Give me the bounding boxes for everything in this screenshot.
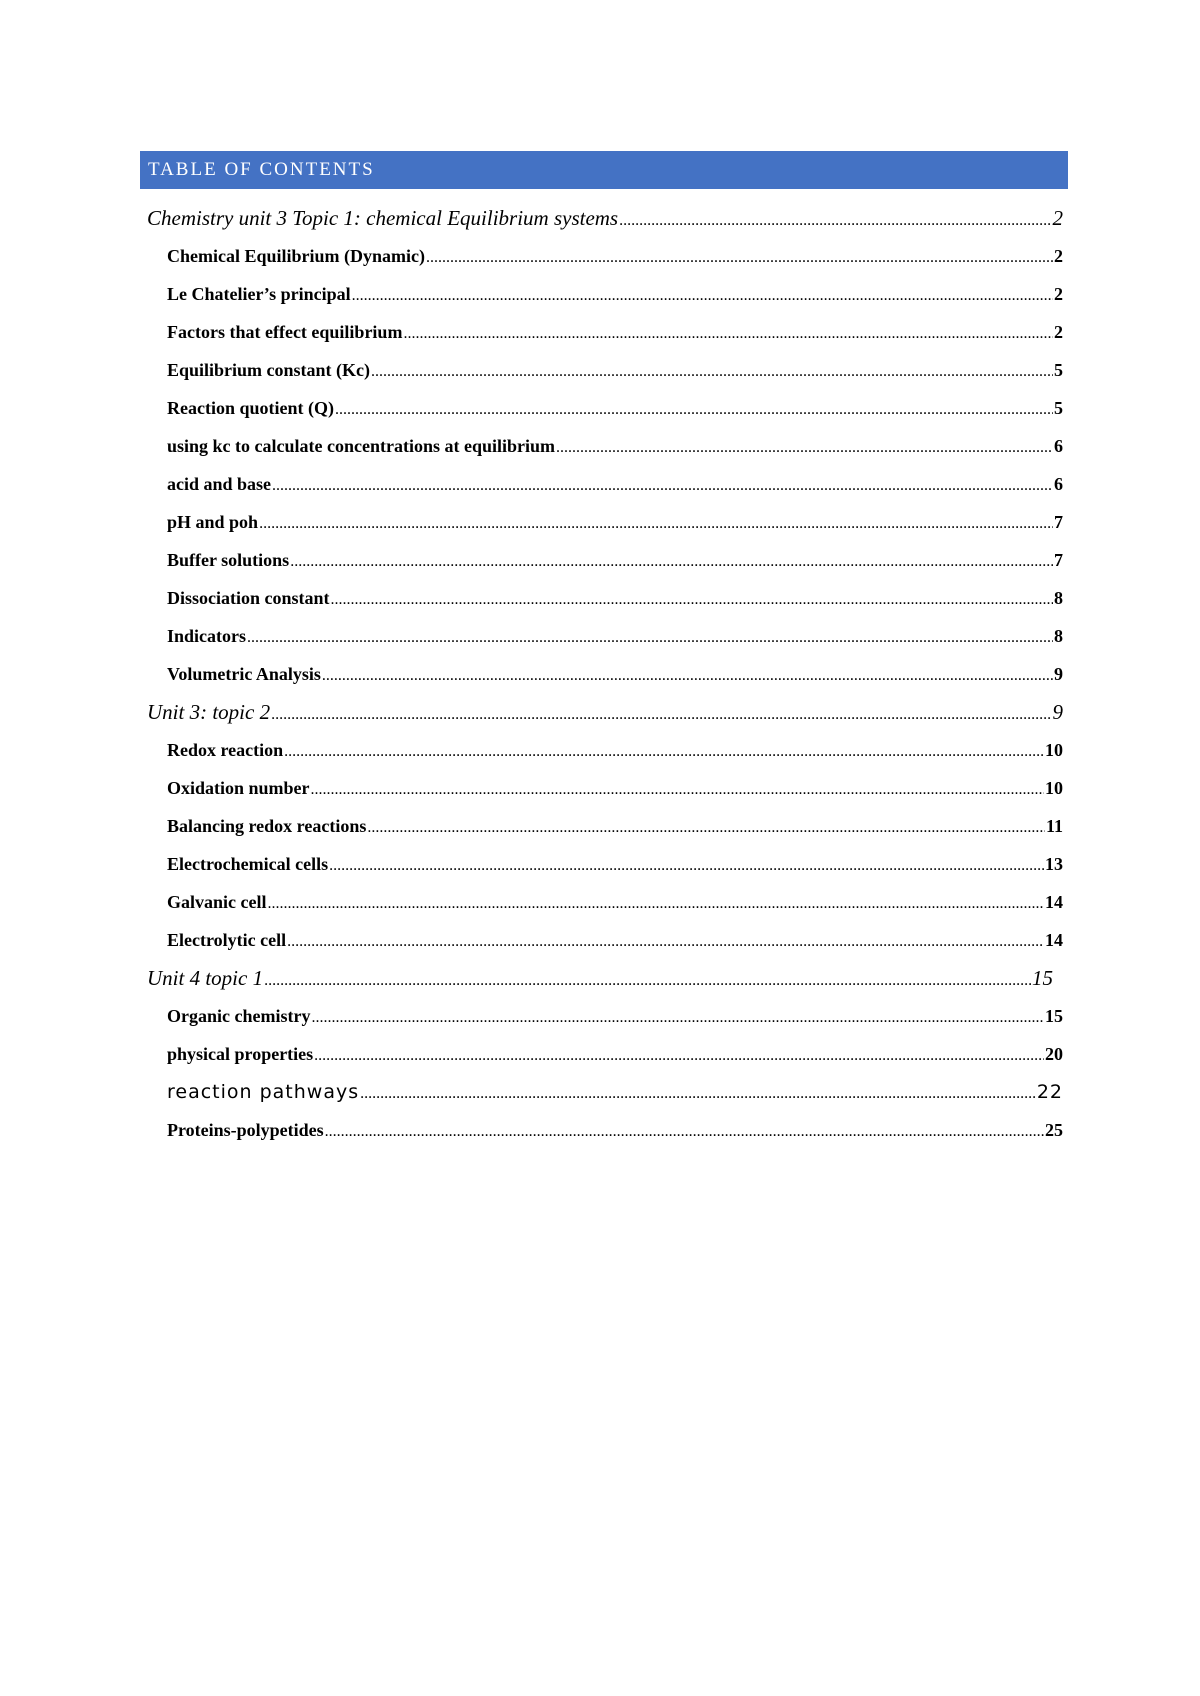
toc-entry-label: Proteins-polypetides [167,1120,324,1140]
toc-dot-leader [322,657,1053,693]
toc-dot-leader [311,999,1044,1035]
toc-entry-label: Volumetric Analysis [167,664,321,684]
toc-dot-leader [264,962,1031,997]
toc-dot-leader [271,696,1051,731]
toc-page-number: 9 [1054,664,1063,684]
toc-entry-acid-base[interactable] [147,465,1063,503]
toc-page-number: 15 [1045,1006,1063,1026]
toc-dot-leader [403,315,1053,351]
toc-entry-indicators[interactable] [147,617,1063,655]
toc-entry-unit4-topic1[interactable] [147,959,1063,997]
toc-list [147,199,1063,1149]
toc-entry-label: Oxidation number [167,778,310,798]
toc-dot-leader [314,1037,1044,1073]
toc-entry-unit3-topic1[interactable] [147,199,1063,237]
toc-entry-label: using kc to calculate concentrations at equilibrium [167,436,555,456]
toc-entry-label: Galvanic cell [167,892,267,912]
toc-entry-label: pH and poh [167,512,259,532]
toc-page-number: 7 [1054,550,1063,570]
toc-dot-leader [267,885,1044,921]
toc-dot-leader [290,543,1053,579]
toc-entry-reaction-pathways[interactable] [147,1073,1063,1111]
toc-dot-leader [371,353,1053,389]
toc-dot-leader [247,619,1053,655]
toc-dot-leader [352,277,1053,313]
toc-entry-physical-properties[interactable] [147,1035,1063,1073]
toc-entry-label: Electrolytic cell [167,930,287,950]
toc-dot-leader [360,1075,1036,1111]
toc-page-number: 6 [1054,436,1063,456]
toc-entry-label: Chemistry unit 3 Topic 1: chemical Equilibrium systems [147,206,619,230]
toc-entry-oxidation-number[interactable] [147,769,1063,807]
toc-entry-reaction-quotient[interactable] [147,389,1063,427]
toc-entry-label: Electrochemical cells [167,854,329,874]
toc-page-number: 9 [1052,700,1063,724]
toc-dot-leader [329,847,1044,883]
toc-entry-ph-poh[interactable] [147,503,1063,541]
toc-entry-le-chatelier[interactable] [147,275,1063,313]
toc-page-number: 5 [1054,360,1063,380]
toc-page-number: 2 [1054,246,1063,266]
toc-entry-label: Organic chemistry [167,1006,311,1026]
toc-dot-leader [331,581,1053,617]
toc-page-number: 2 [1054,284,1063,304]
toc-page-number: 10 [1045,778,1063,798]
toc-entry-chemical-equilibrium[interactable] [147,237,1063,275]
toc-dot-leader [259,505,1053,541]
toc-entry-dissociation-constant[interactable] [147,579,1063,617]
toc-entry-label: Unit 4 topic 1 [147,966,264,990]
toc-entry-label: Le Chatelier’s principal [167,284,351,304]
toc-dot-leader [367,809,1045,845]
toc-entry-electrolytic-cell[interactable] [147,921,1063,959]
toc-page-number: 6 [1054,474,1063,494]
toc-title: TABLE OF CONTENTS [148,159,375,180]
toc-page-number: 25 [1045,1120,1063,1140]
toc-dot-leader [335,391,1053,427]
toc-entry-using-kc[interactable] [147,427,1063,465]
toc-entry-redox-reaction[interactable] [147,731,1063,769]
toc-header [140,151,1068,189]
toc-entry-label: acid and base [167,474,272,494]
toc-entry-label: reaction pathways [167,1081,360,1103]
toc-page-number: 14 [1045,930,1063,950]
toc-page-number: 10 [1045,740,1063,760]
toc-page-number: 13 [1045,854,1063,874]
toc-entry-label: physical properties [167,1044,314,1064]
toc-entry-label: Reaction quotient (Q) [167,398,334,418]
toc-page-number: 11 [1045,816,1063,836]
toc-entry-organic-chemistry[interactable] [147,997,1063,1035]
toc-entry-unit3-topic2[interactable] [147,693,1063,731]
toc-entry-factors[interactable] [147,313,1063,351]
toc-page-number: 5 [1054,398,1063,418]
toc-dot-leader [619,202,1051,237]
toc-dot-leader [325,1113,1044,1149]
toc-entry-buffer-solutions[interactable] [147,541,1063,579]
toc-dot-leader [287,923,1044,959]
toc-entry-label: Dissociation constant [167,588,330,608]
toc-entry-proteins-polypetides[interactable] [147,1111,1063,1149]
toc-page-number: 20 [1045,1044,1063,1064]
toc-page-number: 8 [1054,588,1063,608]
toc-page-number: 15 [1032,966,1053,990]
toc-entry-label: Indicators [167,626,247,646]
toc-page-number: 8 [1054,626,1063,646]
toc-page-number: 2 [1052,206,1063,230]
toc-entry-balancing-redox[interactable] [147,807,1063,845]
toc-dot-leader [284,733,1044,769]
toc-entry-label: Chemical Equilibrium (Dynamic) [167,246,426,266]
toc-entry-electrochemical-cells[interactable] [147,845,1063,883]
toc-entry-label: Unit 3: topic 2 [147,700,271,724]
toc-dot-leader [426,239,1053,275]
toc-dot-leader [556,429,1053,465]
toc-dot-leader [272,467,1053,503]
toc-entry-label: Factors that effect equilibrium [167,322,403,342]
toc-entry-label: Buffer solutions [167,550,290,570]
toc-entry-label: Balancing redox reactions [167,816,367,836]
toc-entry-volumetric-analysis[interactable] [147,655,1063,693]
toc-page-number: 14 [1045,892,1063,912]
toc-entry-label: Equilibrium constant (Kc) [167,360,371,380]
toc-page-number: 22 [1036,1081,1063,1103]
toc-entry-galvanic-cell[interactable] [147,883,1063,921]
toc-dot-leader [311,771,1044,807]
toc-page-number: 2 [1054,322,1063,342]
toc-entry-label: Redox reaction [167,740,284,760]
toc-page-number: 7 [1054,512,1063,532]
toc-entry-equilibrium-constant[interactable] [147,351,1063,389]
